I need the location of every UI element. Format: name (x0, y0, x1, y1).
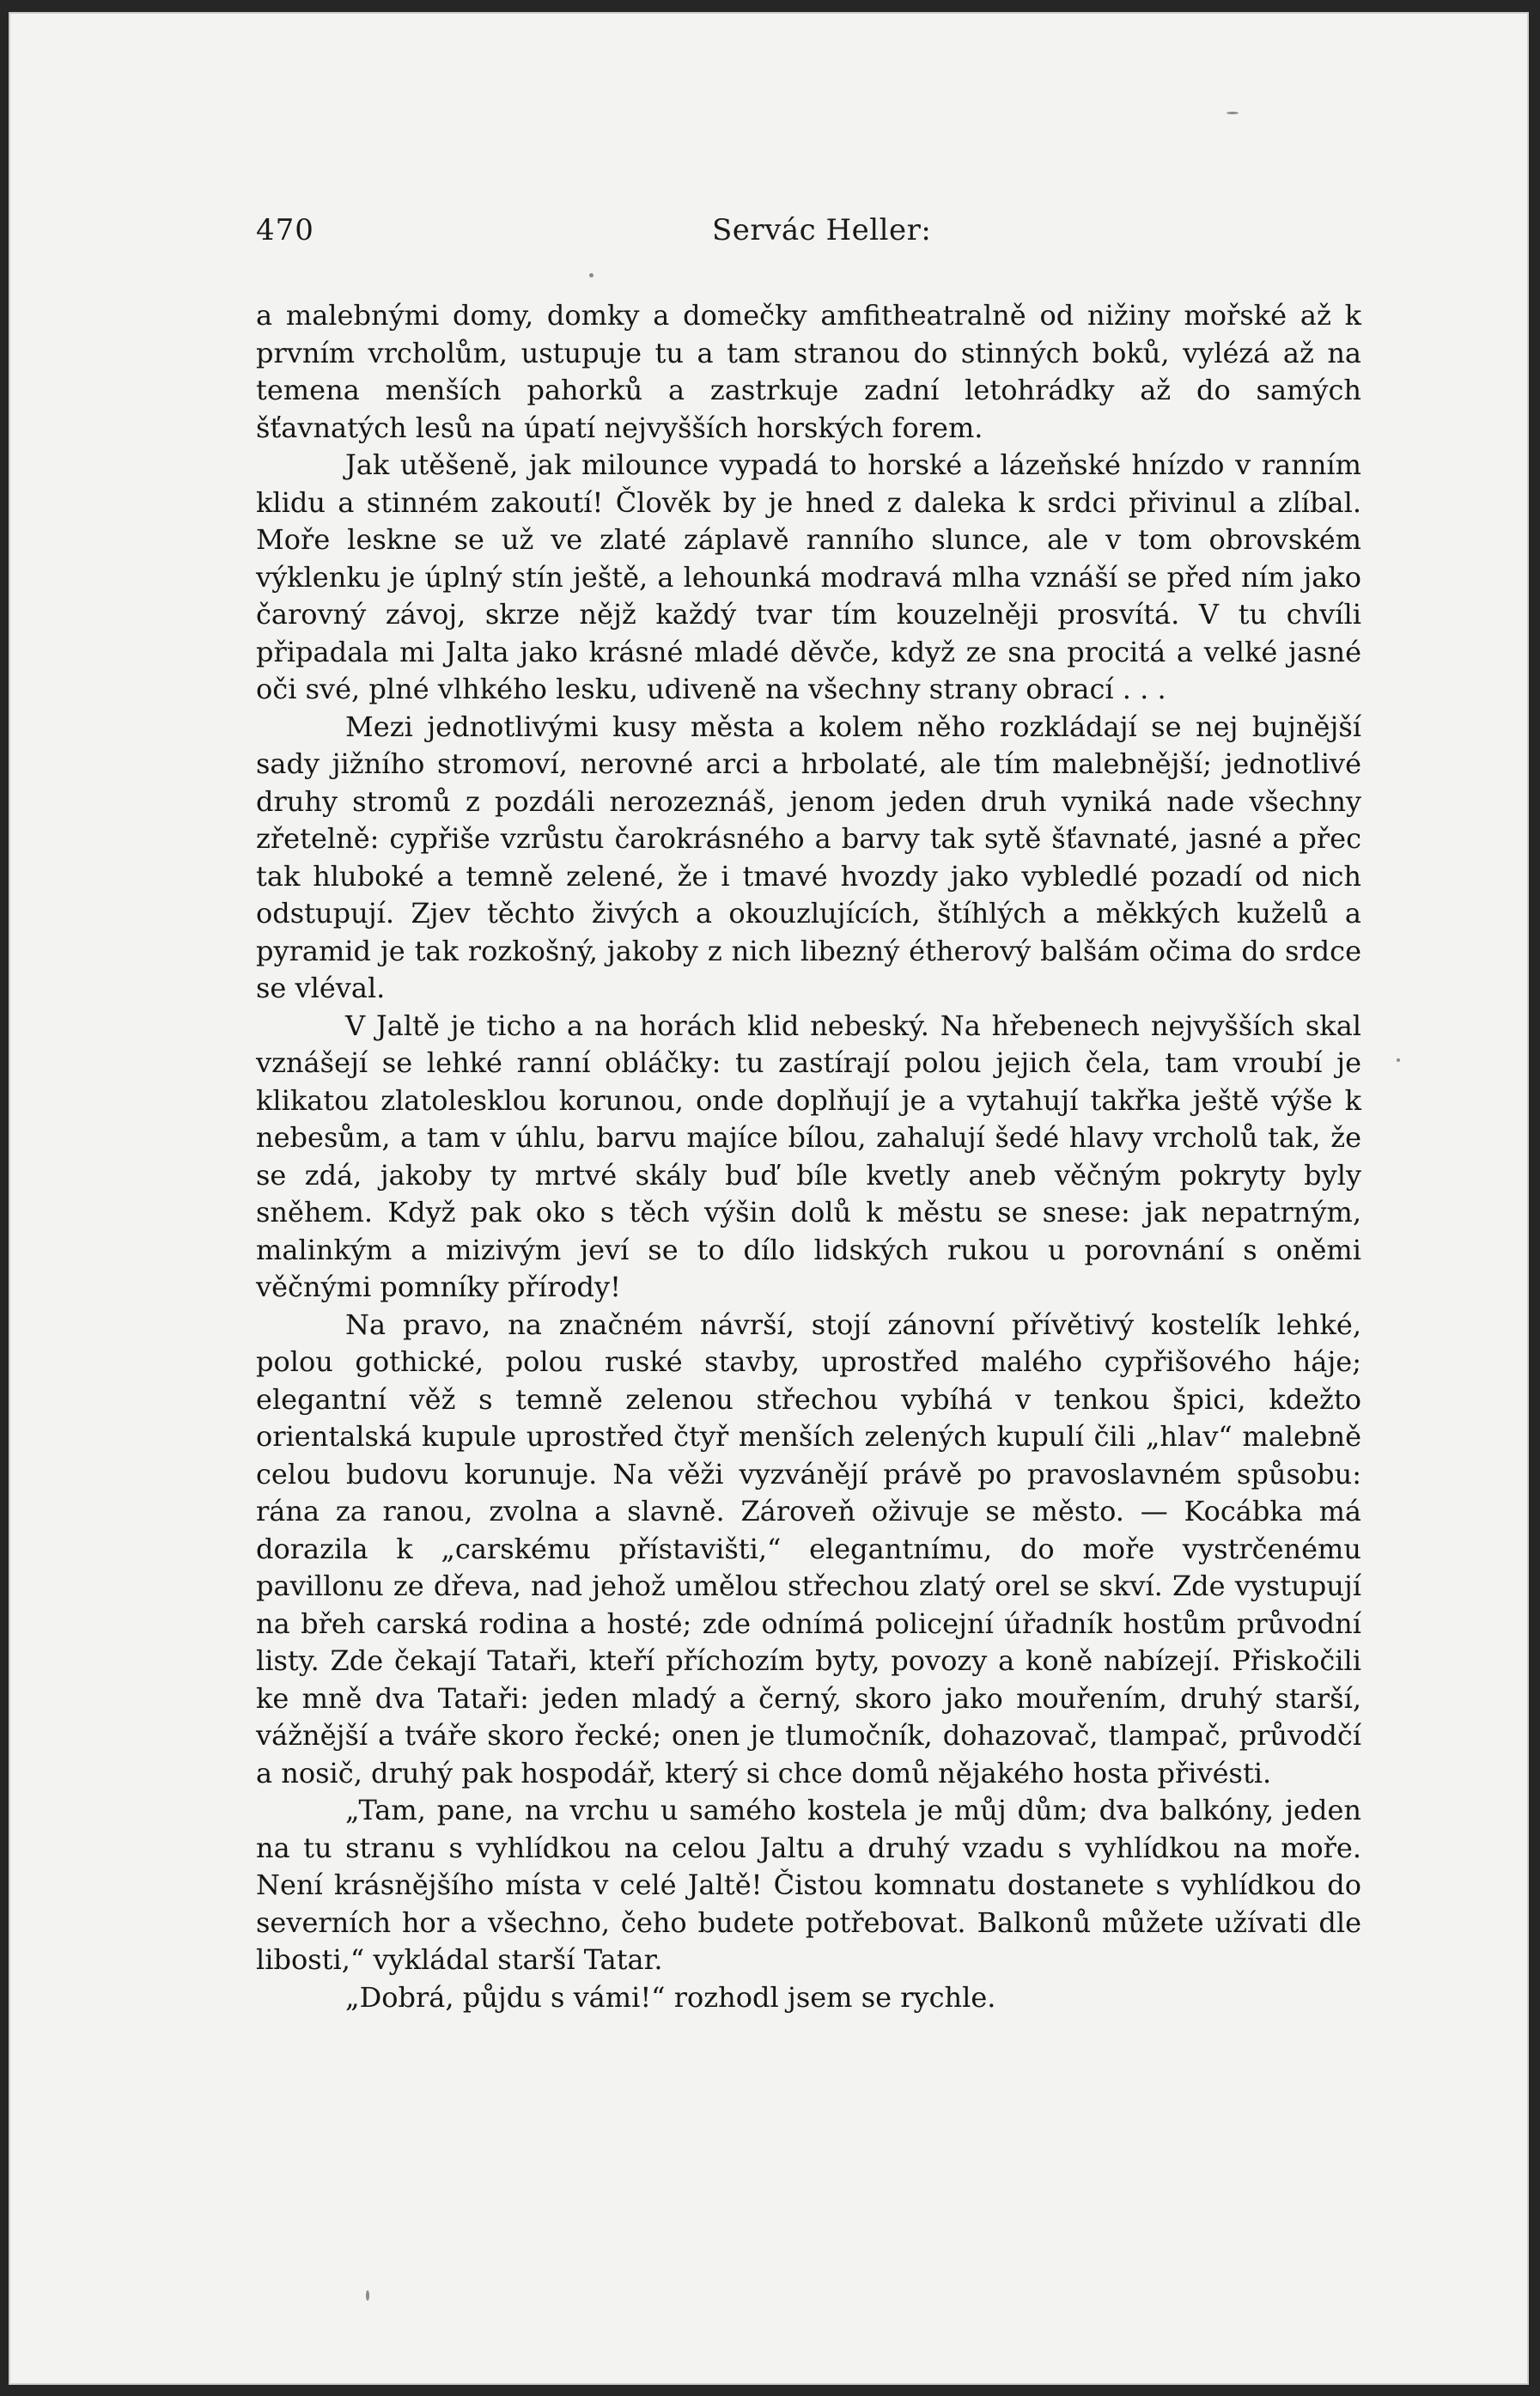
page-number: 470 (256, 213, 314, 247)
page-header (256, 213, 1361, 254)
paragraph: Jak utěšeně, jak milounce vypadá to horské a lázeňské hnízdo v ranním klidu a stinném zakoutí! Člověk by je hned z daleka k srdci přivinul a zlíbal. Moře leskne se už ve zlaté záplavě ranního slunce, ale v tom obrovském výklenku je úplný stín ještě, a lehounká modravá mlha vznáší se před ním jako čarovný závoj, skrze nějž každý tvar tím kouzelněji prosvítá. V tu chvíli připadala mi Jalta jako krásné mladé děvče, když ze sna procitá a velké jasné oči své, plné vlhkého lesku, udiveně na všechny strany obrací . . . (256, 448, 1361, 705)
ink-speck (589, 273, 593, 277)
paragraph: Mezi jednotlivými kusy města a kolem něho rozkládají se nej bujnější sady jižního stromoví, nerovné arci a hrbolaté, ale tím malebnější; jednotlivé druhy stromů z pozdáli nerozeznáš, jenom jeden druh vyniká nade všechny zřetelně: cypřiše vzrůstu čarokrásného a barvy tak sytě šťavnaté, jasné a přec tak hluboké a temně zelené, že i tmavé hvozdy jako vybledlé pozadí od nich odstupují. Zjev těchto živých a okouzlujících, štíhlých a měkkých kuželů a pyramid je tak rozkošný, jakoby z nich libezný étherový balšám očima do srdce se vléval. (256, 710, 1361, 1004)
paragraph: „Tam, pane, na vrchu u samého kostela je můj dům; dva balkóny, jeden na tu stranu s vyhlídkou na celou Jaltu a druhý vzadu s vyhlídkou na moře. Není krásnějšího místa v celé Jaltě! Čistou komnatu dostanete s vyhlídkou do severních hor a všechno, čeho budete potřebovat. Balkonů můžete užívati dle libosti,“ vykládal starší Tatar. (256, 1794, 1361, 1976)
paragraph: Na pravo, na značném návrší, stojí zánovní přívětivý kostelík lehké, polou gothické, polou ruské stavby, uprostřed malého cypřišového háje; elegantní věž s temně zelenou střechou vybíhá v tenkou špici, kdežto orientalská kupule uprostřed čtyř menších zelených kupulí čili „hlav“ malebně celou budovu korunuje. Na věži vyzvánějí právě po pravoslavném spůsobu: rána za ranou, zvolna a slavně. Zároveň oživuje se město. — Kocábka má dorazila k „carskému přístavišti,“ elegantnímu, do moře vystrčenému pavillonu ze dřeva, nad jehož umělou střechou zlatý orel se skví. Zde vystupují na břeh carská rodina a hosté; zde odnímá policejní úřadník hostům průvodní listy. Zde čekají Tataři, kteří příchozím byty, povozy a koně nabízejí. Přiskočili ke mně dva Tataři: jeden mladý a černý, skoro jako mouřením, druhý starší, vážnější a tváře skoro řecké; onen je tlumočník, dohazovač, tlampač, průvodčí a nosič, druhý pak hospodář, který si chce domů nějakého hosta přivésti. (256, 1308, 1361, 1789)
ink-speck (1397, 1058, 1400, 1062)
paragraph: a malebnými domy, domky a domečky amfitheatralně od nižiny mořské až k prvním vrcholům, ustupuje tu a tam stranou do stinných boků, vylézá až na temena menších pahorků a zastrkuje zadní letohrádky až do samých šťavnatých lesů na úpatí nejvyšších horských forem. (256, 299, 1361, 444)
paragraph: „Dobrá, půjdu s vámi!“ rozhodl jsem se rychle. (345, 1980, 996, 2014)
paragraph: V Jaltě je ticho a na horách klid nebeský. Na hřebenech nejvyšších skal vznášejí se lehké ranní obláčky: tu zastírají polou jejich čela, tam vroubí je klikatou zlatolesklou korunou, onde doplňují je a vytahují takřka ještě výše k nebesům, a tam v úhlu, barvu majíce bílou, zahalují šedé hlavy vrcholů tak, že se zdá, jakoby ty mrtvé skály buď bíle kvetly aneb věčným pokryty byly sněhem. Když pak oko s těch výšin dolů k městu se snese: jak nepatrným, malinkým a mizivým jeví se to dílo lidských rukou u porovnání s oněmi věčnými pomníky přírody! (256, 1009, 1361, 1303)
body-text (256, 297, 1361, 2016)
ink-speck (366, 2290, 369, 2301)
running-head: Servác Heller: (712, 213, 932, 247)
ink-speck (1227, 112, 1239, 114)
